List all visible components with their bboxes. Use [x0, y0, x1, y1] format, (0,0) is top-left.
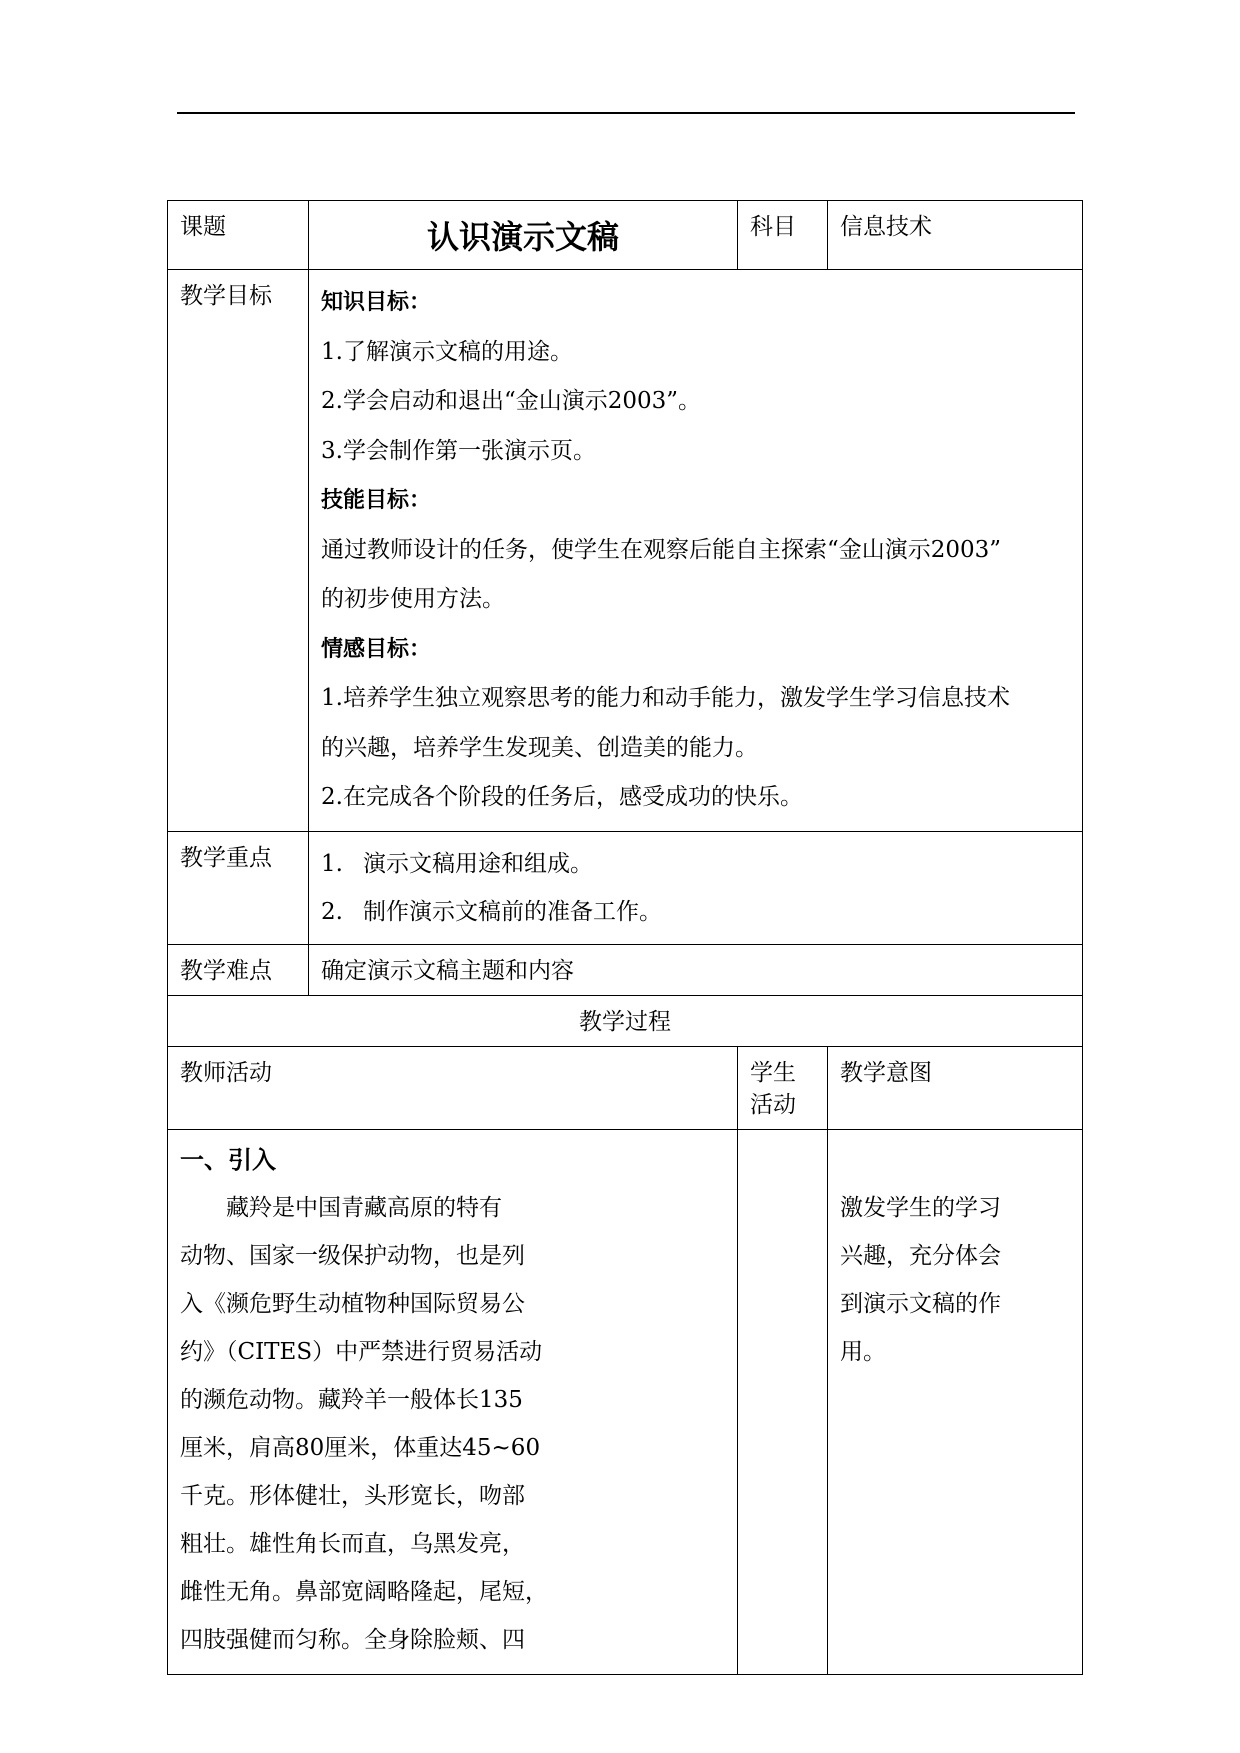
skill-heading: 技能目标：	[321, 488, 432, 513]
key-points-content	[309, 831, 1083, 944]
objectives-content	[309, 270, 1083, 832]
teaching-intent-cell	[828, 1129, 1083, 1674]
emotion-item: 1.培养学生独立观察思考的能力和动手能力，激发学生学习信息技术	[321, 685, 1010, 711]
teacher-text-line: 厘米，肩高80厘米，体重达45~60	[180, 1434, 541, 1461]
process-heading-row	[168, 995, 1083, 1046]
teacher-activity-cell	[168, 1129, 738, 1674]
intro-heading: 一、引入	[180, 1145, 276, 1174]
key-points-row	[168, 831, 1083, 944]
intent-line: 兴趣，充分体会	[840, 1242, 1002, 1269]
emotion-item: 2.在完成各个阶段的任务后，感受成功的快乐。	[321, 784, 803, 810]
lesson-title: 认识演示文稿	[309, 201, 738, 270]
key-point-number: 2.	[321, 898, 343, 925]
intent-line: 激发学生的学习	[840, 1194, 1002, 1221]
teacher-text-line: 动物、国家一级保护动物，也是列	[180, 1242, 525, 1269]
objectives-row	[168, 270, 1083, 832]
knowledge-item: 1.了解演示文稿的用途。	[321, 338, 573, 365]
teacher-text-line: 粗壮。雄性角长而直，乌黑发亮，	[180, 1530, 525, 1557]
topic-label: 课题	[168, 201, 309, 270]
topic-row	[168, 201, 1083, 270]
intent-line: 到演示文稿的作	[840, 1290, 1002, 1317]
key-points-label: 教学重点	[168, 831, 309, 944]
col-teacher-activity: 教师活动	[168, 1046, 738, 1129]
knowledge-heading: 知识目标：	[321, 290, 432, 315]
teacher-text-line: 藏羚是中国青藏高原的特有	[226, 1194, 502, 1221]
key-point-text: 演示文稿用途和组成。	[363, 850, 593, 877]
teacher-text-line: 约》（CITES）中严禁进行贸易活动	[180, 1338, 543, 1365]
key-point-item	[321, 888, 1070, 936]
teacher-text-line: 入《濒危野生动植物种国际贸易公	[180, 1290, 525, 1317]
key-point-number: 1.	[321, 850, 343, 877]
intent-line: 用。	[840, 1338, 887, 1365]
difficulties-row	[168, 944, 1083, 995]
objectives-label: 教学目标	[168, 270, 309, 832]
student-activity-cell	[738, 1129, 828, 1674]
difficulties-label: 教学难点	[168, 944, 309, 995]
subject-value: 信息技术	[828, 201, 1083, 270]
key-point-item	[321, 840, 1070, 888]
process-columns-row	[168, 1046, 1083, 1129]
teacher-text-line: 雌性无角。鼻部宽阔略隆起，尾短，	[180, 1578, 548, 1605]
skill-text: 的初步使用方法。	[321, 586, 505, 612]
lesson-plan-table	[167, 200, 1083, 1675]
process-heading: 教学过程	[168, 995, 1083, 1046]
subject-label: 科目	[738, 201, 828, 270]
knowledge-item: 3.学会制作第一张演示页。	[321, 437, 596, 464]
col-teaching-intent: 教学意图	[828, 1046, 1083, 1129]
emotion-item: 的兴趣，培养学生发现美、创造美的能力。	[321, 734, 758, 761]
difficulties-text: 确定演示文稿主题和内容	[309, 944, 1083, 995]
key-point-text: 制作演示文稿前的准备工作。	[363, 898, 662, 925]
teacher-text-line: 千克。形体健壮，头形宽长，吻部	[180, 1482, 525, 1509]
header-rule	[177, 112, 1075, 114]
teacher-text-line: 的濒危动物。藏羚羊一般体长135	[180, 1386, 523, 1413]
teacher-text-line: 四肢强健而匀称。全身除脸颊、四	[180, 1626, 525, 1653]
skill-text: 通过教师设计的任务，使学生在观察后能自主探索“金山演示2003”	[321, 536, 1002, 563]
process-content-row	[168, 1129, 1083, 1674]
emotion-heading: 情感目标：	[321, 636, 432, 662]
knowledge-item: 2.学会启动和退出“金山演示2003”。	[321, 388, 701, 414]
col-student-activity: 学生活动	[738, 1046, 828, 1129]
